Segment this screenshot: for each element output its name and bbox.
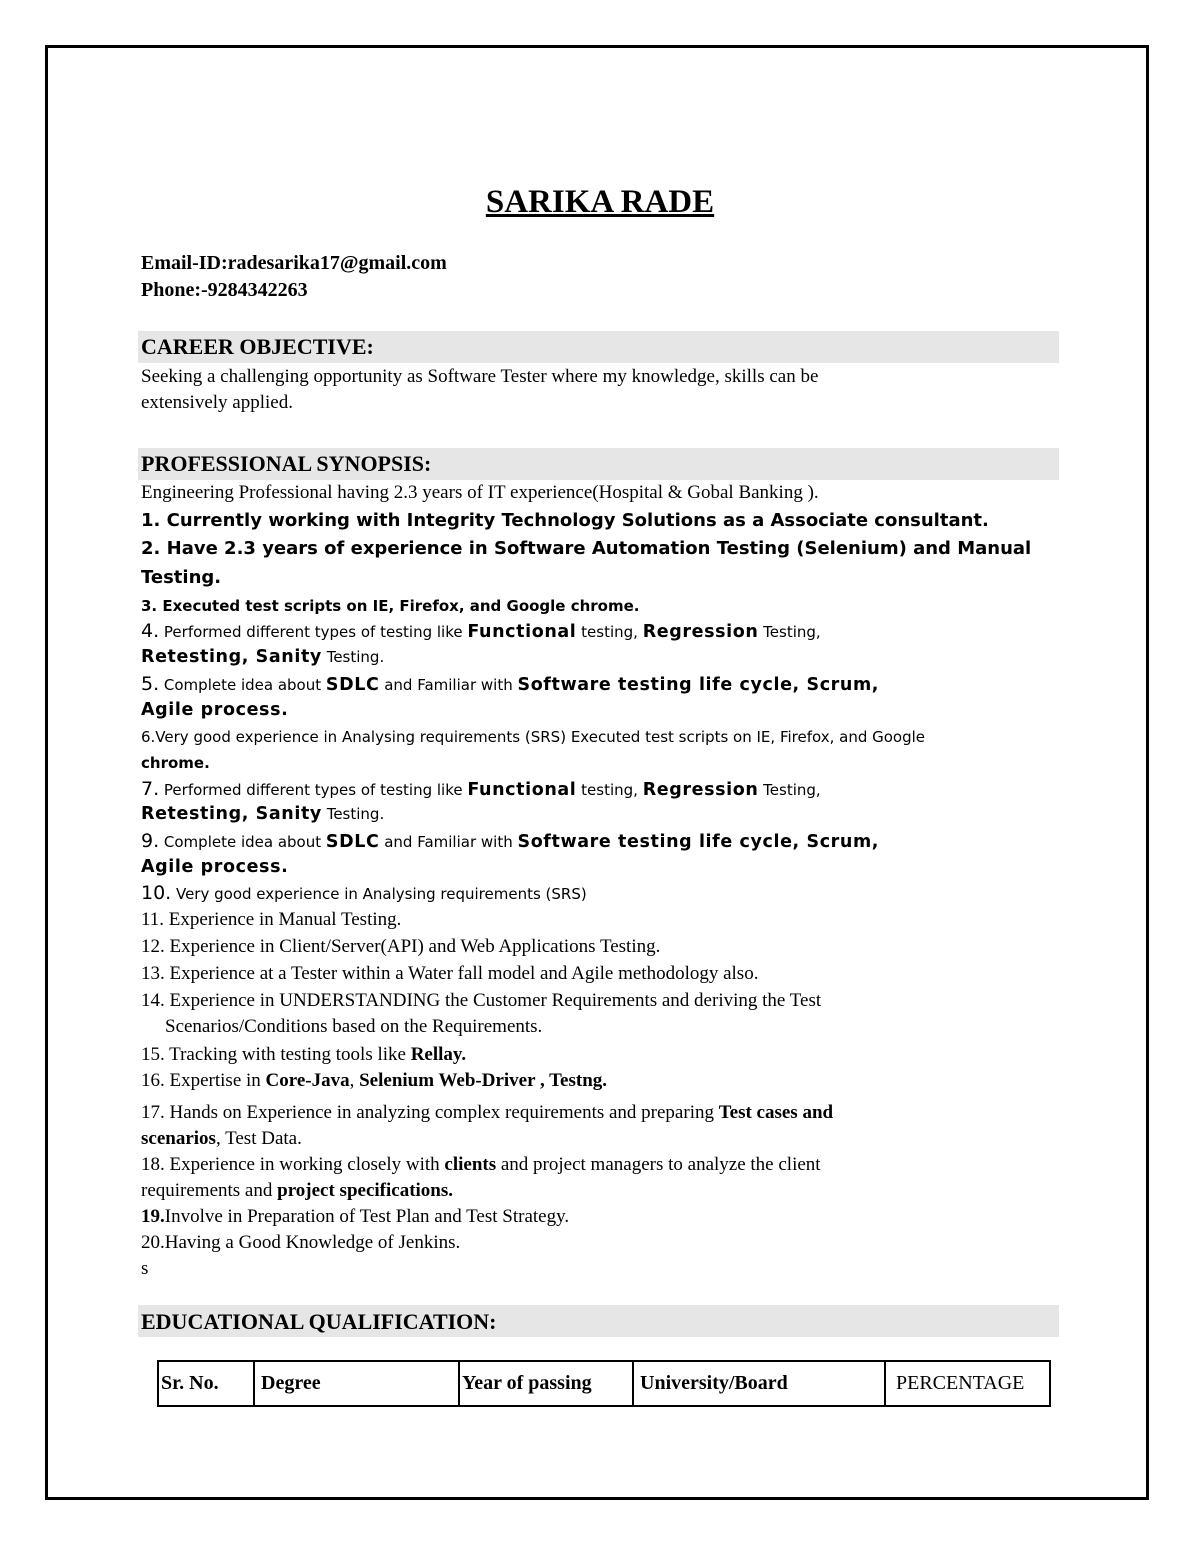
column-header-university: University/Board — [633, 1361, 885, 1406]
synopsis-point-7-line-2: Retesting, Sanity Testing. — [141, 804, 385, 824]
career-objective-line-1: Seeking a challenging opportunity as Software Tester where my knowledge, skills can be — [141, 366, 819, 387]
synopsis-point-14-line-2: Scenarios/Conditions based on the Requirements. — [165, 1016, 543, 1037]
synopsis-point-20: 20.Having a Good Knowledge of Jenkins. — [141, 1232, 461, 1253]
synopsis-point-2-line-2: Testing. — [141, 567, 222, 588]
synopsis-point-6-line-1: 6.Very good experience in Analysing requirements (SRS) Executed test scripts on IE, Firefox, and Google — [141, 728, 926, 746]
synopsis-point-5-line-1: 5. Complete idea about SDLC and Familiar with Software testing life cycle, Scrum, — [141, 673, 880, 695]
synopsis-point-9-line-1: 9. Complete idea about SDLC and Familiar with Software testing life cycle, Scrum, — [141, 830, 880, 852]
synopsis-point-14-line-1: 14. Experience in UNDERSTANDING the Customer Requirements and deriving the Test — [141, 990, 822, 1011]
synopsis-point-18-line-2: requirements and project specifications. — [141, 1180, 454, 1201]
column-header-sr-no: Sr. No. — [158, 1361, 254, 1406]
synopsis-point-12: 12. Experience in Client/Server(API) and Web Applications Testing. — [141, 936, 661, 957]
synopsis-point-3: 3. Executed test scripts on IE, Firefox, and Google chrome. — [141, 597, 640, 615]
synopsis-point-5-line-2: Agile process. — [141, 700, 289, 720]
column-header-percentage: PERCENTAGE — [885, 1361, 1050, 1406]
synopsis-point-16: 16. Expertise in Core-Java, Selenium Web-Driver , Testng. — [141, 1070, 608, 1091]
table-header-row — [158, 1361, 1050, 1406]
synopsis-point-1: 1. Currently working with Integrity Technology Solutions as a Associate consultant. — [141, 510, 989, 531]
synopsis-point-17-line-1: 17. Hands on Experience in analyzing complex requirements and preparing Test cases and — [141, 1102, 834, 1123]
phone-line: Phone:-9284342263 — [141, 279, 308, 301]
synopsis-heading: PROFESSIONAL SYNOPSIS: — [141, 451, 432, 476]
synopsis-point-13: 13. Experience at a Tester within a Water fall model and Agile methodology also. — [141, 963, 759, 984]
synopsis-intro: Engineering Professional having 2.3 years of IT experience(Hospital & Gobal Banking ). — [141, 482, 819, 503]
synopsis-point-17-line-2: scenarios, Test Data. — [141, 1128, 302, 1149]
synopsis-point-19: 19.Involve in Preparation of Test Plan and Test Strategy. — [141, 1206, 570, 1227]
education-heading: EDUCATIONAL QUALIFICATION: — [141, 1309, 497, 1334]
synopsis-point-11: 11. Experience in Manual Testing. — [141, 909, 402, 930]
column-header-degree: Degree — [254, 1361, 459, 1406]
synopsis-point-10: 10. Very good experience in Analysing requirements (SRS) — [141, 882, 587, 904]
resume-name: SARIKA RADE — [485, 184, 715, 220]
synopsis-point-9-line-2: Agile process. — [141, 857, 289, 877]
synopsis-point-7-line-1: 7. Performed different types of testing like Functional testing, Regression Testing, — [141, 778, 821, 800]
email-line: Email-ID:radesarika17@gmail.com — [141, 252, 447, 274]
point-number: 4. — [141, 620, 160, 642]
synopsis-point-15: 15. Tracking with testing tools like Rellay. — [141, 1044, 467, 1065]
synopsis-point-6-line-2: chrome. — [141, 754, 210, 772]
education-table — [157, 1360, 1051, 1407]
synopsis-point-18-line-1: 18. Experience in working closely with clients and project managers to analyze the client — [141, 1154, 821, 1175]
synopsis-point-4-line-1: 4. Performed different types of testing like Functional testing, Regression Testing, — [141, 620, 821, 642]
synopsis-point-4-line-2: Retesting, Sanity Testing. — [141, 647, 385, 667]
career-objective-line-2: extensively applied. — [141, 392, 293, 413]
career-objective-heading: CAREER OBJECTIVE: — [141, 334, 374, 359]
stray-character: s — [141, 1258, 149, 1279]
synopsis-point-2-line-1: 2. Have 2.3 years of experience in Software Automation Testing (Selenium) and Manual — [141, 538, 1032, 559]
column-header-year: Year of passing — [459, 1361, 633, 1406]
